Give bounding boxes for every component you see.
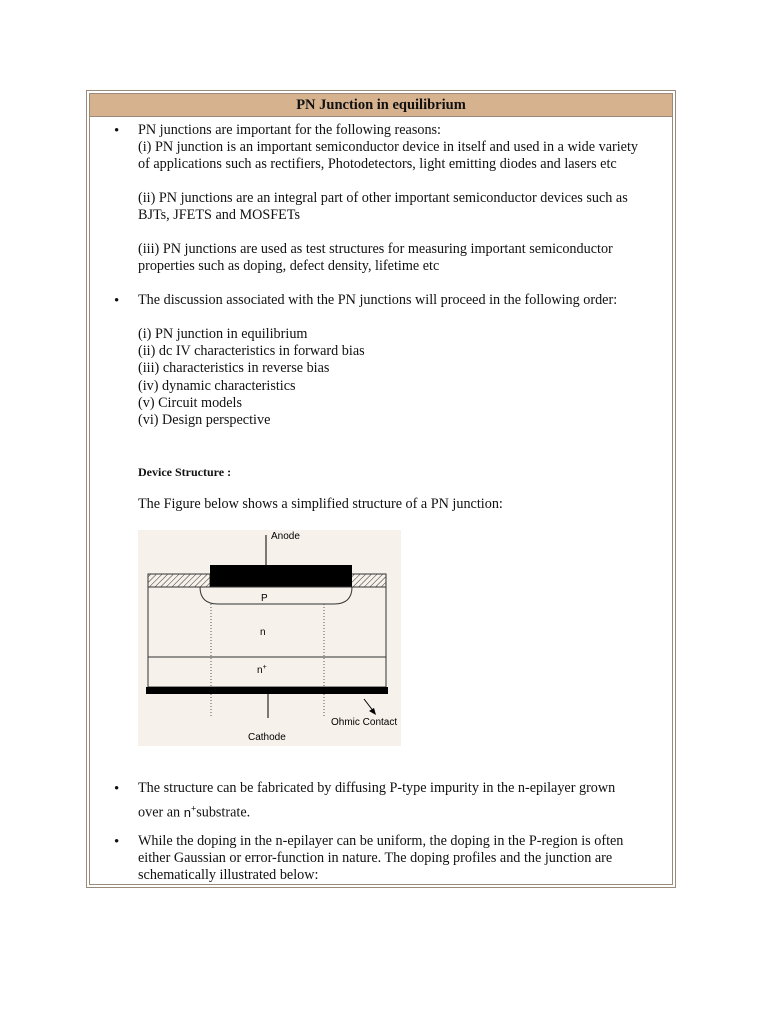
bullet-marker: • <box>114 293 120 309</box>
text-fragment: substrate. <box>196 804 251 821</box>
p-label: P <box>261 593 268 604</box>
text-line: properties such as doping, defect density, lifetime etc <box>138 258 440 275</box>
ohmic-contact-label: Ohmic Contact <box>331 717 398 728</box>
pn-junction-figure <box>138 530 401 746</box>
document-body <box>90 117 672 884</box>
cathode-label: Cathode <box>248 732 286 743</box>
doping-paragraph <box>138 833 666 885</box>
text-line: PN junctions are important for the following reasons: <box>138 122 442 138</box>
text-line: The Figure below shows a simplified structure of a PN junction: <box>138 496 503 512</box>
text-line: (iii) PN junctions are used as test structures for measuring important semiconductor <box>138 241 613 257</box>
list-item: (i) PN junction in equilibrium <box>138 326 308 342</box>
page-title: PN Junction in equilibrium <box>90 94 672 117</box>
nplus-substrate <box>148 657 386 687</box>
list-item: (v) Circuit models <box>138 394 243 411</box>
document-table <box>89 93 673 885</box>
n-label: n <box>260 627 266 638</box>
bullet-marker: • <box>114 123 120 139</box>
p-region <box>200 587 352 604</box>
order-intro <box>138 292 666 309</box>
anode-label: Anode <box>271 531 300 542</box>
reason-3-paragraph <box>138 241 666 275</box>
text-line: of applications such as rectifiers, Photodetectors, light emitting diodes and lasers etc <box>138 156 617 173</box>
pn-junction-diagram <box>138 530 401 746</box>
nplus-symbol: n+ <box>183 803 197 820</box>
cathode-metal <box>146 687 388 694</box>
nplus-label: n+ <box>257 664 267 676</box>
reason-2-paragraph <box>138 190 666 224</box>
text-line: (ii) PN junctions are an integral part of other important semiconductor devices such as <box>138 190 628 206</box>
text-fragment: over an <box>138 804 181 821</box>
reasons-paragraph <box>138 122 666 174</box>
text-line: The discussion associated with the PN junctions will proceed in the following order: <box>138 292 618 308</box>
bullet-marker: • <box>114 781 120 797</box>
order-list <box>138 326 666 429</box>
text-line: While the doping in the n-epilayer can be uniform, the doping in the P-region is often <box>138 833 624 849</box>
text-line: BJTs, JFETS and MOSFETs <box>138 207 300 224</box>
text-line: The structure can be fabricated by diffusing P-type impurity in the n-epilayer grown <box>138 780 616 796</box>
text-line: (i) PN junction is an important semiconductor device in itself and used in a wide variety <box>138 139 638 156</box>
list-item: (ii) dc IV characteristics in forward bias <box>138 343 365 360</box>
anode-metal <box>210 565 352 587</box>
list-item: (iii) characteristics in reverse bias <box>138 360 330 377</box>
list-item: (vi) Design perspective <box>138 412 271 429</box>
text-line: schematically illustrated below: <box>138 867 319 884</box>
section-heading: Device Structure : <box>138 465 232 479</box>
list-item: (iv) dynamic characteristics <box>138 377 296 394</box>
oxide-left <box>148 574 210 587</box>
fabrication-paragraph <box>138 780 666 822</box>
bullet-marker: • <box>114 834 120 850</box>
ohmic-arrowhead <box>369 708 376 715</box>
text-line <box>138 800 666 822</box>
figure-intro <box>138 496 666 513</box>
text-line: either Gaussian or error-function in nature. The doping profiles and the junction are <box>138 850 613 867</box>
document-frame <box>86 90 676 888</box>
